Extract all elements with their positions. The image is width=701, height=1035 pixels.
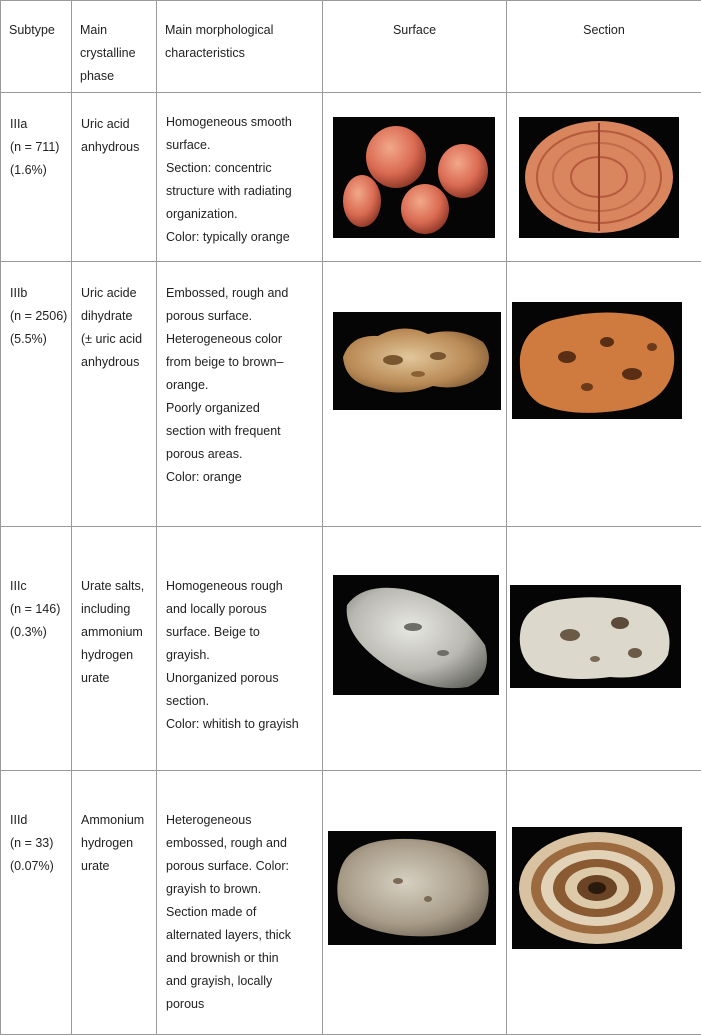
subtype-cell: IIIa (n = 711) (1.6%) bbox=[1, 93, 72, 262]
orange-concentric-section-photo bbox=[519, 117, 679, 238]
orange-smooth-stones-photo bbox=[333, 117, 495, 238]
section-image-cell bbox=[507, 93, 701, 262]
header-phase: Main crystalline phase bbox=[72, 1, 157, 93]
morphology-cell: Homogeneous smooth surface. Section: concentric structure with radiating organization. Color: typically orange bbox=[157, 93, 323, 262]
header-morphology: Main morphological characteristics bbox=[157, 1, 323, 93]
table-row bbox=[1, 93, 701, 262]
table-row bbox=[1, 771, 701, 1035]
header-subtype: Subtype bbox=[1, 1, 72, 93]
header-section: Section bbox=[507, 1, 701, 93]
layered-brown-section-photo bbox=[512, 827, 682, 949]
section-image-cell bbox=[507, 262, 701, 527]
subtype-cell: IIId (n = 33) (0.07%) bbox=[1, 771, 72, 1035]
subtype-cell: IIIb (n = 2506) (5.5%) bbox=[1, 262, 72, 527]
header-row bbox=[1, 1, 701, 93]
orange-porous-section-photo bbox=[512, 302, 682, 419]
beige-brown-rough-stone-photo bbox=[333, 312, 501, 410]
table-row bbox=[1, 262, 701, 527]
header-surface: Surface bbox=[323, 1, 507, 93]
section-image-cell bbox=[507, 527, 701, 771]
grayish-brown-stone-photo bbox=[328, 831, 496, 945]
phase-cell: Uric acide dihydrate (± uric acid anhydrous bbox=[72, 262, 157, 527]
surface-image-cell bbox=[323, 262, 507, 527]
grayish-porous-stone-photo bbox=[333, 575, 499, 695]
whitish-porous-section-photo bbox=[510, 585, 681, 688]
morphology-cell: Embossed, rough and porous surface. Heterogeneous color from beige to brown– orange. Poorly organized section with frequent porous areas. Color: orange bbox=[157, 262, 323, 527]
morphology-cell: Homogeneous rough and locally porous surface. Beige to grayish. Unorganized porous section. Color: whitish to grayish bbox=[157, 527, 323, 771]
table-row bbox=[1, 527, 701, 771]
phase-cell: Uric acid anhydrous bbox=[72, 93, 157, 262]
surface-image-cell bbox=[323, 771, 507, 1035]
subtype-cell: IIIc (n = 146) (0.3%) bbox=[1, 527, 72, 771]
phase-cell: Urate salts, including ammonium hydrogen urate bbox=[72, 527, 157, 771]
surface-image-cell bbox=[323, 93, 507, 262]
morphology-cell: Heterogeneous embossed, rough and porous surface. Color: grayish to brown. Section made of alternated layers, thick and brownish or thin and grayish, locally porous bbox=[157, 771, 323, 1035]
surface-image-cell bbox=[323, 527, 507, 771]
phase-cell: Ammonium hydrogen urate bbox=[72, 771, 157, 1035]
section-image-cell bbox=[507, 771, 701, 1035]
